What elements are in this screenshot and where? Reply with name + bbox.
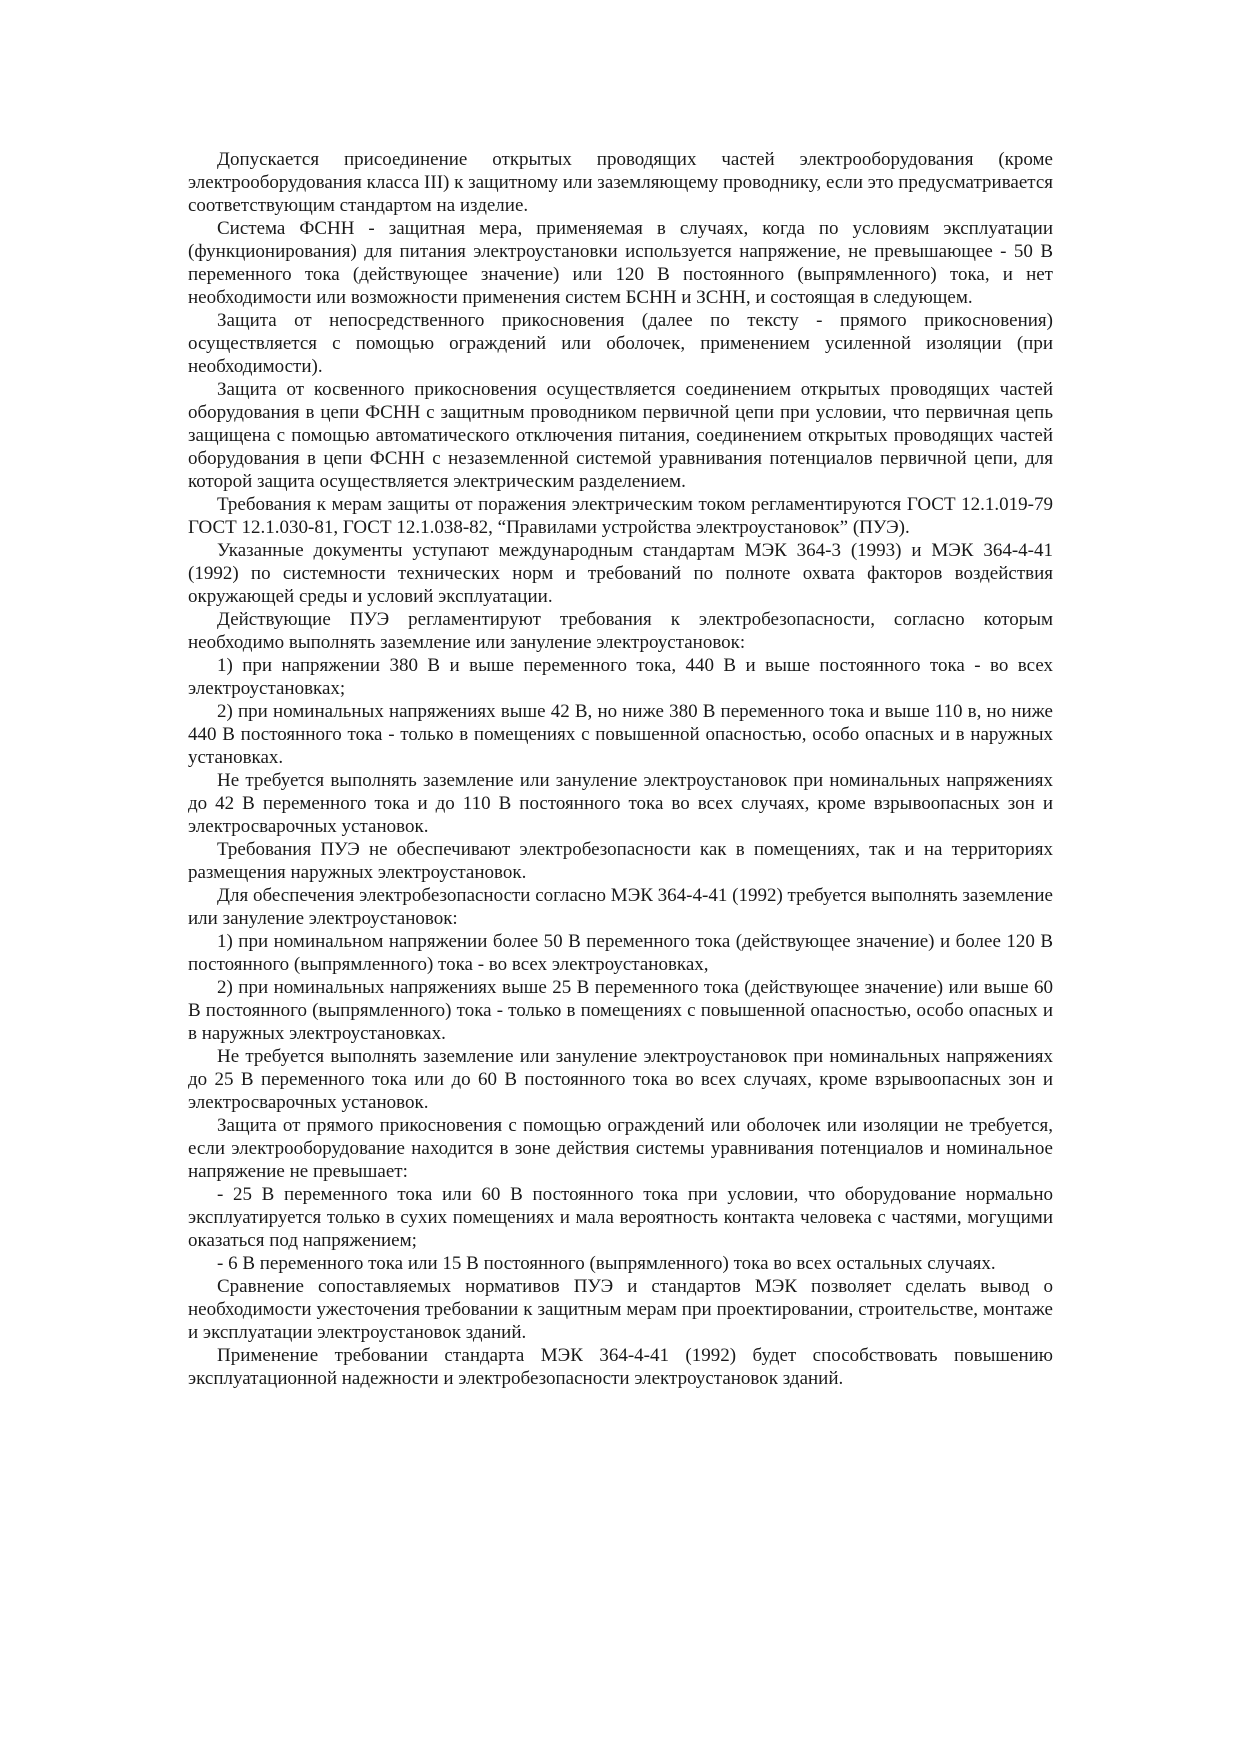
paragraph-19: Сравнение сопоставляемых нормативов ПУЭ и стандартов МЭК позволяет сделать вывод о необходимости ужесточения требовании к защитным мерам при проектировании, строительстве, монтаже и эксплуатации электроустановок зданий. — [188, 1276, 1053, 1343]
paragraph-4: Защита от косвенного прикосновения осуществляется соединением открытых проводящих частей оборудования в цепи ФСНН с защитным проводником первичной цепи при условии, что первичная цепь защищена с помощью автоматического отключения питания, соединением открытых проводящих частей оборудования в цепи ФСНН с незаземленной системой уравнивания потенциалов первичной цепи, для которой защита осуществляется электрическим разделением. — [188, 379, 1053, 492]
paragraph-9: 2) при номинальных напряжениях выше 42 В, но ниже 380 В переменного тока и выше 110 в, но ниже 440 В постоянного тока - только в помещениях с повышенной опасностью, особо опасных и в наружных установках. — [188, 701, 1053, 768]
paragraph-16: Защита от прямого прикосновения с помощью ограждений или оболочек или изоляции не требуется, если электрооборудование находится в зоне действия системы уравнивания потенциалов и номинальное напряжение не превышает: — [188, 1115, 1053, 1182]
paragraph-14: 2) при номинальных напряжениях выше 25 В переменного тока (действующее значение) или выше 60 В постоянного (выпрямленного) тока - только в помещениях с повышенной опасностью, особо опасных и в наружных электроустановках. — [188, 977, 1053, 1044]
paragraph-11: Требования ПУЭ не обеспечивают электробезопасности как в помещениях, так и на территориях размещения наружных электроустановок. — [188, 839, 1053, 883]
paragraph-3: Защита от непосредственного прикосновения (далее по тексту - прямого прикосновения) осуществляется с помощью ограждений или оболочек, применением усиленной изоляции (при необходимости). — [188, 310, 1053, 377]
paragraph-2: Система ФСНН - защитная мера, применяемая в случаях, когда по условиям эксплуатации (функционирования) для питания электроустановки используется напряжение, не превышающее - 50 В переменного тока (действующее значение) или 120 В постоянного (выпрямленного) тока, и нет необходимости или возможности применения систем БСНН и ЗСНН, и состоящая в следующем. — [188, 218, 1053, 308]
paragraph-15: Не требуется выполнять заземление или зануление электроустановок при номинальных напряжениях до 25 В переменного тока или до 60 В постоянного тока во всех случаях, кроме взрывоопасных зон и электросварочных установок. — [188, 1046, 1053, 1113]
paragraph-1: Допускается присоединение открытых проводящих частей электрооборудования (кроме электрооборудования класса III) к защитному или заземляющему проводнику, если это предусматривается соответствующим стандартом на изделие. — [188, 149, 1053, 216]
paragraph-8: 1) при напряжении 380 В и выше переменного тока, 440 В и выше постоянного тока - во всех электроустановках; — [188, 655, 1053, 699]
paragraph-13: 1) при номинальном напряжении более 50 В переменного тока (действующее значение) и более 120 В постоянного (выпрямленного) тока - во всех электроустановках, — [188, 931, 1053, 975]
paragraph-20: Применение требовании стандарта МЭК 364-4-41 (1992) будет способствовать повышению эксплуатационной надежности и электробезопасности электроустановок зданий. — [188, 1345, 1053, 1389]
paragraph-17: - 25 В переменного тока или 60 В постоянного тока при условии, что оборудование нормально эксплуатируется только в сухих помещениях и мала вероятность контакта человека с частями, могущими оказаться под напряжением; — [188, 1184, 1053, 1251]
document-page — [188, 148, 1053, 1390]
paragraph-6: Указанные документы уступают международным стандартам МЭК 364-3 (1993) и МЭК 364-4-41 (1992) по системности технических норм и требований по полноте охвата факторов воздействия окружающей среды и условий эксплуатации. — [188, 540, 1053, 607]
paragraph-10: Не требуется выполнять заземление или зануление электроустановок при номинальных напряжениях до 42 В переменного тока и до 110 В постоянного тока во всех случаях, кроме взрывоопасных зон и электросварочных установок. — [188, 770, 1053, 837]
paragraph-18: - 6 В переменного тока или 15 В постоянного (выпрямленного) тока во всех остальных случаях. — [217, 1253, 996, 1274]
paragraph-7: Действующие ПУЭ регламентируют требования к электробезопасности, согласно которым необходимо выполнять заземление или зануление электроустановок: — [188, 609, 1053, 653]
paragraph-5: Требования к мерам защиты от поражения электрическим током регламентируются ГОСТ 12.1.019-79 ГОСТ 12.1.030-81, ГОСТ 12.1.038-82, “Правилами устройства электроустановок” (ПУЭ). — [188, 494, 1053, 538]
paragraph-12: Для обеспечения электробезопасности согласно МЭК 364-4-41 (1992) требуется выполнять заземление или зануление электроустановок: — [188, 885, 1053, 929]
